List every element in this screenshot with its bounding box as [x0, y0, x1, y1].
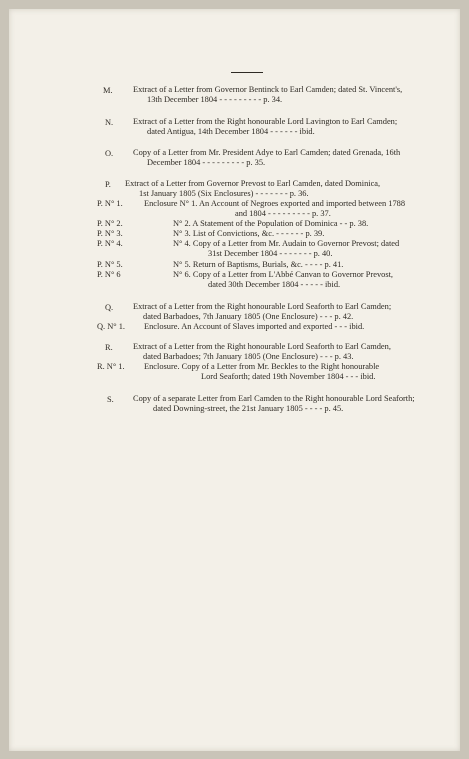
entry-label-q: Q. [105, 303, 114, 312]
entry-n-line-1: Extract of a Letter from the Right honourable Lord Lavington to Earl Camden; [133, 117, 398, 126]
document-page [9, 9, 460, 751]
entry-s-line-1: Copy of a separate Letter from Earl Camden to the Right honourable Lord Seaforth; [133, 394, 415, 403]
entry-q-line-2: dated Barbadoes, 7th January 1805 (One Enclosure) - - - p. 42. [143, 312, 354, 321]
section-rule [231, 72, 263, 73]
entry-p-n2-line-1: N° 2. A Statement of the Population of Dominica - - p. 38. [173, 219, 369, 228]
entry-p-line-2: 1st January 1805 (Six Enclosures) - - - - - - - p. 36. [139, 189, 309, 198]
entry-m-line-1: Extract of a Letter from Governor Bentinck to Earl Camden; dated St. Vincent's, [133, 85, 403, 94]
entry-q-n1-line-1: Enclosure. An Account of Slaves imported and exported - - - ibid. [144, 322, 365, 331]
entry-label-p-n6: P. N° 6 [97, 270, 121, 279]
entry-p-n5-line-1: N° 5. Return of Baptisms, Burials, &c. - - - - p. 41. [173, 260, 344, 269]
entry-label-o: O. [105, 149, 114, 158]
entry-p-n6-line-2: dated 30th December 1804 - - - - - ibid. [208, 280, 341, 289]
entry-o-line-1: Copy of a Letter from Mr. President Adye to Earl Camden; dated Grenada, 16th [133, 148, 401, 157]
entry-r-n1-line-2: Lord Seaforth; dated 19th November 1804 - - - ibid. [201, 372, 376, 381]
entry-label-p: P. [105, 180, 111, 189]
entry-label-p-n1: P. N° 1. [97, 199, 123, 208]
entry-label-q-n1: Q. N° 1. [97, 322, 126, 331]
entry-r-line-1: Extract of a Letter from the Right honourable Lord Seaforth to Earl Camden, [133, 342, 391, 351]
entry-label-n: N. [105, 118, 114, 127]
entry-label-r: R. [105, 343, 113, 352]
entry-label-p-n5: P. N° 5. [97, 260, 123, 269]
entry-q-line-1: Extract of a Letter from the Right honourable Lord Seaforth to Earl Camden; [133, 302, 392, 311]
entry-label-r-n1: R. N° 1. [97, 362, 125, 371]
entry-s-line-2: dated Downing-street, the 21st January 1805 - - - - p. 45. [153, 404, 344, 413]
entry-label-p-n2: P. N° 2. [97, 219, 123, 228]
entry-label-p-n4: P. N° 4. [97, 239, 123, 248]
entry-m-line-2: 13th December 1804 - - - - - - - - - p. 34. [147, 95, 283, 104]
entry-p-n4-line-2: 31st December 1804 - - - - - - - p. 40. [208, 249, 333, 258]
entry-p-line-1: Extract of a Letter from Governor Prevost to Earl Camden, dated Dominica, [125, 179, 381, 188]
entry-p-n6-line-1: N° 6. Copy of a Letter from L'Abbé Canvan to Governor Prevost, [173, 270, 393, 279]
entry-label-m: M. [103, 86, 113, 95]
entry-r-line-2: dated Barbadoes; 7th January 1805 (One Enclosure) - - - p. 43. [143, 352, 354, 361]
entry-r-n1-line-1: Enclosure. Copy of a Letter from Mr. Beckles to the Right honourable [144, 362, 380, 371]
entry-label-p-n3: P. N° 3. [97, 229, 123, 238]
entry-p-n1-line-1: Enclosure N° 1. An Account of Negroes exported and imported between 1788 [144, 199, 406, 208]
entry-p-n1-line-2: and 1804 - - - - - - - - - p. 37. [235, 209, 331, 218]
entry-label-s: S. [107, 395, 114, 404]
entry-p-n4-line-1: N° 4. Copy of a Letter from Mr. Audain to Governor Prevost; dated [173, 239, 400, 248]
entry-o-line-2: December 1804 - - - - - - - - - p. 35. [147, 158, 266, 167]
entry-p-n3-line-1: N° 3. List of Convictions, &c. - - - - - - p. 39. [173, 229, 325, 238]
entry-n-line-2: dated Antigua, 14th December 1804 - - - - - - ibid. [147, 127, 315, 136]
